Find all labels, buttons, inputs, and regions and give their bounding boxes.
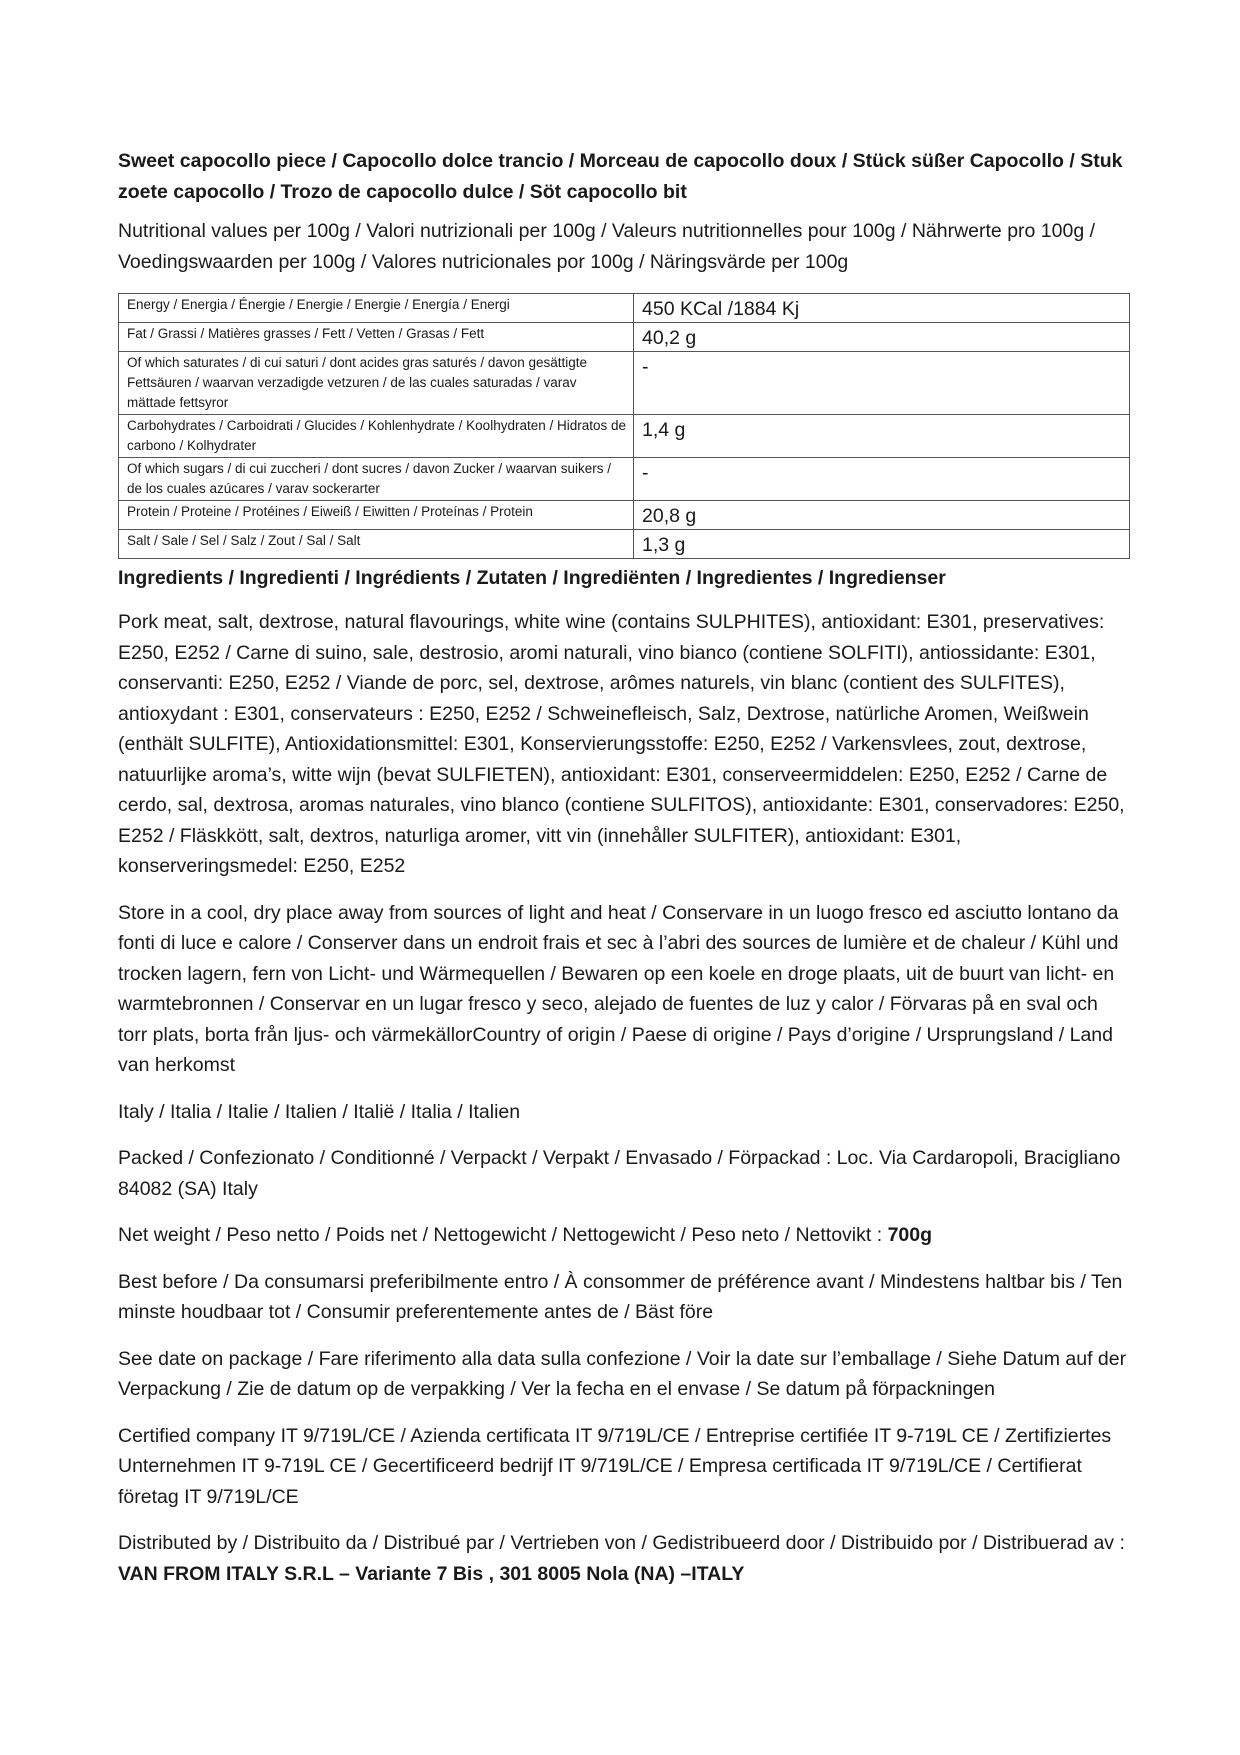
nutrient-label-energy: Energy / Energia / Énergie / Energie / Energie / Energía / Energi xyxy=(119,294,634,323)
net-weight-value: 700g xyxy=(887,1224,933,1246)
table-row xyxy=(119,501,1130,530)
table-row xyxy=(119,323,1130,352)
table-row xyxy=(119,352,1130,415)
origin-text: Italy / Italia / Italie / Italien / Italië / Italia / Italien xyxy=(118,1100,521,1123)
nutrient-label-fat: Fat / Grassi / Matières grasses / Fett / Vetten / Grasas / Fett xyxy=(119,323,634,352)
net-weight xyxy=(118,1220,1130,1251)
distributor-name: VAN FROM ITALY S.R.L – Variante 7 Bis , 301 8005 Nola (NA) –ITALY xyxy=(118,1562,745,1585)
nutrient-label-sugars: Of which sugars / di cui zuccheri / dont sucres / davon Zucker / waarvan suikers / de los cuales azúcares / varav sockerarter xyxy=(119,458,634,501)
nutrient-value-energy: 450 KCal /1884 Kj xyxy=(634,294,1130,323)
certified-text: Certified company IT 9/719L/CE / Azienda certificata IT 9/719L/CE / Entreprise certifiée IT 9-719L CE / Zertifiziertes Unternehmen IT 9-719L CE / Gecertificeerd bedrijf IT 9/719L/CE / Empresa certificada IT 9/719L/CE / Certifierat företag IT 9/719L/CE xyxy=(118,1424,1112,1508)
nutrient-label-protein: Protein / Proteine / Protéines / Eiweiß / Eiwitten / Proteínas / Protein xyxy=(119,501,634,530)
packed-text: Packed / Confezionato / Conditionné / Verpackt / Verpakt / Envasado / Förpackad : Loc. Via Cardaropoli, Bracigliano 84082 (SA) Italy xyxy=(118,1147,1121,1200)
nutrient-value-salt: 1,3 g xyxy=(634,530,1130,559)
ingredients-heading: Ingredients / Ingredienti / Ingrédients / Zutaten / Ingrediënten / Ingredientes / Ingredienser xyxy=(118,567,946,589)
nutrient-value-sugars: - xyxy=(634,458,1130,501)
label-document xyxy=(118,146,1130,1605)
nutrient-label-salt: Salt / Sale / Sel / Salz / Zout / Sal / Salt xyxy=(119,530,634,559)
table-row xyxy=(119,294,1130,323)
net-weight-label: Net weight / Peso netto / Poids net / Nettogewicht / Nettogewicht / Peso neto / Nettovikt : xyxy=(118,1224,888,1246)
nutrient-value-protein: 20,8 g xyxy=(634,501,1130,530)
storage-text: Store in a cool, dry place away from sources of light and heat / Conservare in un luogo fresco ed asciutto lontano da fonti di luce e calore / Conserver dans un endroit frais et sec à l’abri des sources de lumière et de chaleur / Kühl und trocken lagern, fern von Licht- und Wärmequellen / Bewaren op een koele en droge plaats, uit de buurt van licht- en warmtebronnen / Conservar en un lugar fresco y seco, alejado de fuentes de luz y calor / Förvaras på en sval och torr plats, borta från ljus- och värmekällorCountry of origin / Paese di origine / Pays d’origine / Ursprungsland / Land van herkomst xyxy=(118,901,1119,1076)
nutrition-heading: Nutritional values per 100g / Valori nutrizionali per 100g / Valeurs nutritionnelles pour 100g / Nährwerte pro 100g / Voedingswaarden per 100g / Valores nutricionales por 100g / Näringsvärde per 100g xyxy=(118,220,1096,273)
nutrient-label-carbohydrates: Carbohydrates / Carboidrati / Glucides / Kohlenhydrate / Koolhydraten / Hidratos de carbono / Kolhydrater xyxy=(119,415,634,458)
distributed-by xyxy=(118,1528,1130,1589)
table-row xyxy=(119,458,1130,501)
distributed-label: Distributed by / Distribuito da / Distribué par / Vertrieben von / Gedistribueerd door / Distribuido por / Distribuerad av : xyxy=(118,1532,1125,1554)
table-row xyxy=(119,530,1130,559)
nutrient-value-fat: 40,2 g xyxy=(634,323,1130,352)
product-title: Sweet capocollo piece / Capocollo dolce trancio / Morceau de capocollo doux / Stück süßer Capocollo / Stuk zoete capocollo / Trozo de capocollo dulce / Söt capocollo bit xyxy=(118,150,1123,203)
nutrient-label-saturates: Of which saturates / di cui saturi / dont acides gras saturés / davon gesättigte Fettsäuren / waarvan verzadigde vetzuren / de las cuales saturadas / varav mättade fettsyror xyxy=(119,352,634,415)
table-row xyxy=(119,415,1130,458)
nutrient-value-carbohydrates: 1,4 g xyxy=(634,415,1130,458)
see-date-text: See date on package / Fare riferimento alla data sulla confezione / Voir la date sur l’emballage / Siehe Datum auf der Verpackung / Zie de datum op de verpakking / Ver la fecha en el envase / Se datum på förpackningen xyxy=(118,1347,1127,1400)
best-before-text: Best before / Da consumarsi preferibilmente entro / À consommer de préférence avant / Mindestens haltbar bis / Ten minste houdbaar tot / Consumir preferentemente antes de / Bäst före xyxy=(118,1270,1123,1323)
ingredients-text: Pork meat, salt, dextrose, natural flavourings, white wine (contains SULPHITES), antioxidant: E301, preservatives: E250, E252 / Carne di suino, sale, destrosio, aromi naturali, vino bianco (contiene SOLFITI), antiossidante: E301, conservanti: E250, E252 / Viande de porc, sel, dextrose, arômes naturels, vin blanc (contient des SULFITES), antioxydant : E301, conservateurs : E250, E252 / Schweinefleisch, Salz, Dextrose, natürliche Aromen, Weißwein (enthält SULFITE), Antioxidationsmittel: E301, Konservierungsstoffe: E250, E252 / Varkensvlees, zout, dextrose, natuurlijke aroma’s, witte wijn (bevat SULFIETEN), antioxidant: E301, conserveermiddelen: E250, E252 / Carne de cerdo, sal, dextrosa, aromas naturales, vino blanco (contiene SULFITOS), antioxidante: E301, conservadores: E250, E252 / Fläskkött, salt, dextros, naturliga aromer, vitt vin (innehåller SULFITER), antioxidant: E301, konserveringsmedel: E250, E252 xyxy=(118,611,1125,877)
nutrient-value-saturates: - xyxy=(634,352,1130,415)
nutrition-table xyxy=(118,293,1130,559)
